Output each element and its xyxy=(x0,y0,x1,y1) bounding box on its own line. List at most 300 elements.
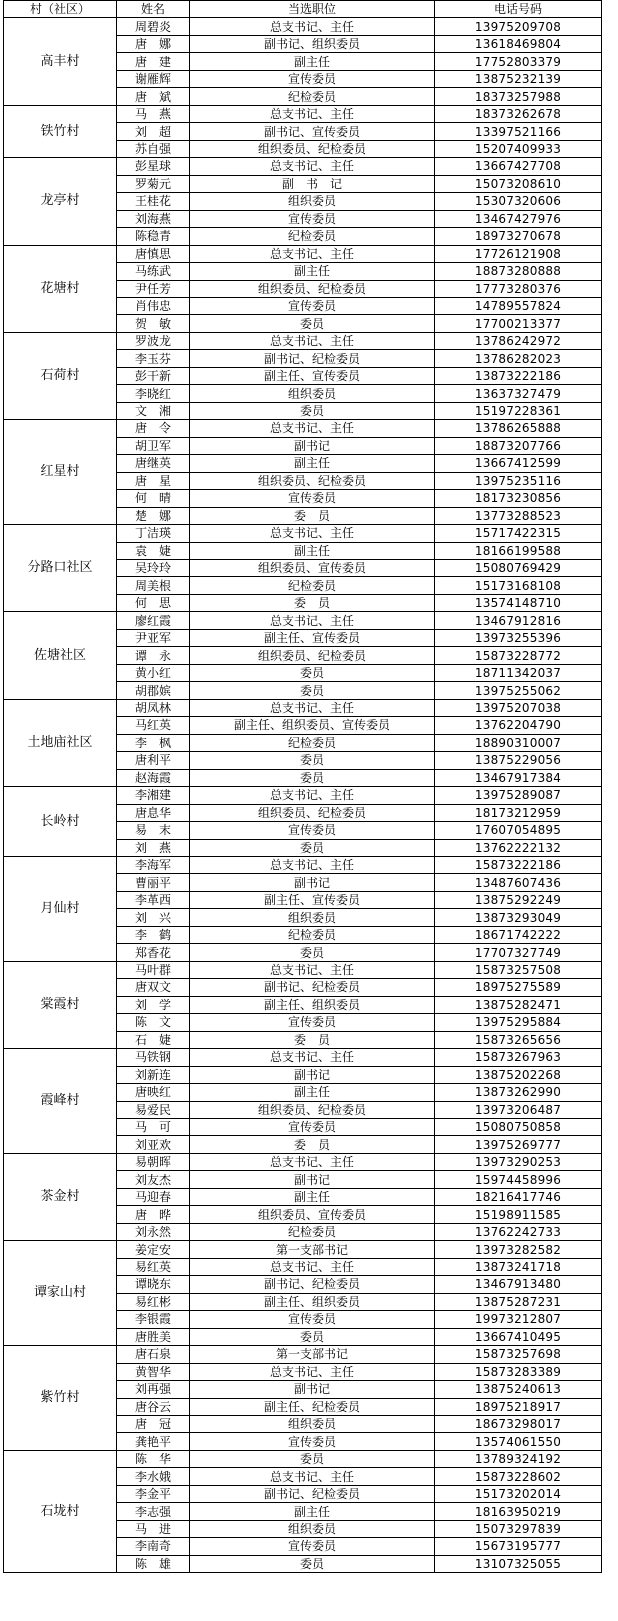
member-name-cell: 唐利平 xyxy=(117,752,190,769)
village-name-cell: 谭家山村 xyxy=(4,1241,117,1346)
member-position-cell: 委员 xyxy=(190,1328,435,1345)
member-position-cell: 总支书记、主任 xyxy=(190,1153,435,1170)
member-phone-cell: 13667410495 xyxy=(435,1328,602,1345)
village-name-cell: 分路口社区 xyxy=(4,525,117,612)
table-row xyxy=(4,856,602,873)
member-name-cell: 唐继英 xyxy=(117,455,190,472)
member-phone-cell: 17607054895 xyxy=(435,822,602,839)
member-phone-cell: 13762222132 xyxy=(435,839,602,856)
member-phone-cell: 14789557824 xyxy=(435,297,602,314)
member-position-cell: 副主任 xyxy=(190,1188,435,1205)
member-name-cell: 刘亚欢 xyxy=(117,1136,190,1153)
member-phone-cell: 13667427708 xyxy=(435,158,602,175)
village-name-cell: 石垅村 xyxy=(4,1450,117,1572)
member-phone-cell: 13667412599 xyxy=(435,455,602,472)
member-position-cell: 副书记 xyxy=(190,1381,435,1398)
member-position-cell: 组织委员、纪检委员 xyxy=(190,1101,435,1118)
member-phone-cell: 15073208610 xyxy=(435,175,602,192)
member-name-cell: 谭晓东 xyxy=(117,1276,190,1293)
member-name-cell: 唐 晔 xyxy=(117,1206,190,1223)
village-name-cell: 茶金村 xyxy=(4,1153,117,1240)
table-row xyxy=(4,105,602,122)
member-phone-cell: 13618469804 xyxy=(435,35,602,52)
member-position-cell: 副书记 xyxy=(190,1171,435,1188)
member-phone-cell: 18711342037 xyxy=(435,664,602,681)
member-phone-cell: 15873228602 xyxy=(435,1468,602,1485)
member-phone-cell: 13975235116 xyxy=(435,472,602,489)
member-phone-cell: 18873207766 xyxy=(435,437,602,454)
member-name-cell: 唐 娜 xyxy=(117,35,190,52)
member-phone-cell: 13973255396 xyxy=(435,629,602,646)
member-position-cell: 副主任、宣传委员 xyxy=(190,367,435,384)
member-name-cell: 王桂花 xyxy=(117,193,190,210)
header-position: 当选职位 xyxy=(190,1,435,18)
member-name-cell: 丁洁瑛 xyxy=(117,525,190,542)
member-name-cell: 楚 娜 xyxy=(117,507,190,524)
member-position-cell: 宣传委员 xyxy=(190,822,435,839)
member-position-cell: 组织委员、纪检委员 xyxy=(190,804,435,821)
member-name-cell: 李 鹤 xyxy=(117,926,190,943)
member-position-cell: 委 员 xyxy=(190,1031,435,1048)
member-position-cell: 委员 xyxy=(190,682,435,699)
member-position-cell: 委 员 xyxy=(190,1136,435,1153)
village-name-cell: 棠霞村 xyxy=(4,961,117,1048)
member-position-cell: 副主任 xyxy=(190,53,435,70)
member-name-cell: 谢雁辉 xyxy=(117,70,190,87)
member-position-cell: 组织委员、宣传委员 xyxy=(190,560,435,577)
member-name-cell: 石 婕 xyxy=(117,1031,190,1048)
village-name-cell: 红星村 xyxy=(4,420,117,525)
member-phone-cell: 17707327749 xyxy=(435,944,602,961)
member-name-cell: 刘再强 xyxy=(117,1381,190,1398)
member-position-cell: 委 员 xyxy=(190,594,435,611)
member-phone-cell: 13786282023 xyxy=(435,350,602,367)
member-name-cell: 马 燕 xyxy=(117,105,190,122)
member-position-cell: 总支书记、主任 xyxy=(190,699,435,716)
member-name-cell: 马 进 xyxy=(117,1520,190,1537)
member-name-cell: 唐 冠 xyxy=(117,1415,190,1432)
header-village: 村（社区） xyxy=(4,1,117,18)
member-name-cell: 易 末 xyxy=(117,822,190,839)
member-position-cell: 委员 xyxy=(190,315,435,332)
member-name-cell: 唐 星 xyxy=(117,472,190,489)
member-phone-cell: 15080769429 xyxy=(435,560,602,577)
member-name-cell: 刘 超 xyxy=(117,123,190,140)
table-row xyxy=(4,612,602,629)
member-phone-cell: 13789324192 xyxy=(435,1450,602,1467)
member-phone-cell: 15974458996 xyxy=(435,1171,602,1188)
member-position-cell: 总支书记、主任 xyxy=(190,1363,435,1380)
member-phone-cell: 13467913480 xyxy=(435,1276,602,1293)
member-name-cell: 李晓红 xyxy=(117,385,190,402)
member-position-cell: 宣传委员 xyxy=(190,210,435,227)
village-committee-table xyxy=(3,0,602,1573)
member-phone-cell: 13875287231 xyxy=(435,1293,602,1310)
table-row xyxy=(4,1450,602,1467)
member-phone-cell: 18373262678 xyxy=(435,105,602,122)
header-row xyxy=(4,1,602,18)
member-phone-cell: 13574148710 xyxy=(435,594,602,611)
member-position-cell: 纪检委员 xyxy=(190,88,435,105)
member-position-cell: 总支书记、主任 xyxy=(190,856,435,873)
member-position-cell: 委员 xyxy=(190,752,435,769)
member-position-cell: 总支书记、主任 xyxy=(190,525,435,542)
member-position-cell: 副 书 记 xyxy=(190,175,435,192)
member-name-cell: 马练武 xyxy=(117,263,190,280)
member-position-cell: 副主任、组织委员、宣传委员 xyxy=(190,717,435,734)
member-phone-cell: 13975295884 xyxy=(435,1014,602,1031)
member-name-cell: 李南奇 xyxy=(117,1538,190,1555)
member-phone-cell: 15873257698 xyxy=(435,1346,602,1363)
member-name-cell: 曹丽平 xyxy=(117,874,190,891)
member-name-cell: 彭星球 xyxy=(117,158,190,175)
member-phone-cell: 17700213377 xyxy=(435,315,602,332)
member-position-cell: 纪检委员 xyxy=(190,1223,435,1240)
member-phone-cell: 13975289087 xyxy=(435,787,602,804)
member-position-cell: 副主任、纪检委员 xyxy=(190,1398,435,1415)
member-name-cell: 李湘建 xyxy=(117,787,190,804)
member-phone-cell: 13975209708 xyxy=(435,18,602,35)
member-phone-cell: 19973212807 xyxy=(435,1311,602,1328)
member-position-cell: 第一支部书记 xyxy=(190,1346,435,1363)
member-phone-cell: 13875232139 xyxy=(435,70,602,87)
member-position-cell: 纪检委员 xyxy=(190,577,435,594)
member-position-cell: 总支书记、主任 xyxy=(190,332,435,349)
member-phone-cell: 18166199588 xyxy=(435,542,602,559)
member-name-cell: 唐谷云 xyxy=(117,1398,190,1415)
member-name-cell: 李海军 xyxy=(117,856,190,873)
member-name-cell: 吴玲玲 xyxy=(117,560,190,577)
member-position-cell: 宣传委员 xyxy=(190,1433,435,1450)
member-position-cell: 副书记、宣传委员 xyxy=(190,123,435,140)
member-name-cell: 刘友杰 xyxy=(117,1171,190,1188)
member-name-cell: 刘新连 xyxy=(117,1066,190,1083)
member-position-cell: 组织委员、宣传委员 xyxy=(190,1206,435,1223)
member-name-cell: 马叶群 xyxy=(117,961,190,978)
member-phone-cell: 18373257988 xyxy=(435,88,602,105)
village-name-cell: 花塘村 xyxy=(4,245,117,332)
member-phone-cell: 17773280376 xyxy=(435,280,602,297)
member-phone-cell: 17752803379 xyxy=(435,53,602,70)
member-phone-cell: 13873262990 xyxy=(435,1084,602,1101)
member-phone-cell: 13875240613 xyxy=(435,1381,602,1398)
member-phone-cell: 18671742222 xyxy=(435,926,602,943)
member-name-cell: 李玉芬 xyxy=(117,350,190,367)
member-name-cell: 刘 学 xyxy=(117,996,190,1013)
member-name-cell: 彭干新 xyxy=(117,367,190,384)
member-phone-cell: 13107325055 xyxy=(435,1555,602,1572)
member-phone-cell: 13875202268 xyxy=(435,1066,602,1083)
member-name-cell: 李 枫 xyxy=(117,734,190,751)
member-name-cell: 陈 文 xyxy=(117,1014,190,1031)
member-phone-cell: 13773288523 xyxy=(435,507,602,524)
member-phone-cell: 15873283389 xyxy=(435,1363,602,1380)
member-phone-cell: 15173168108 xyxy=(435,577,602,594)
member-name-cell: 黄小红 xyxy=(117,664,190,681)
member-position-cell: 组织委员 xyxy=(190,1520,435,1537)
member-position-cell: 组织委员、纪检委员 xyxy=(190,140,435,157)
member-position-cell: 总支书记、主任 xyxy=(190,1258,435,1275)
member-position-cell: 组织委员 xyxy=(190,385,435,402)
member-phone-cell: 15673195777 xyxy=(435,1538,602,1555)
member-name-cell: 李金平 xyxy=(117,1485,190,1502)
member-position-cell: 组织委员 xyxy=(190,193,435,210)
table-body xyxy=(4,18,602,1573)
member-phone-cell: 15173202014 xyxy=(435,1485,602,1502)
member-position-cell: 委员 xyxy=(190,1555,435,1572)
member-position-cell: 组织委员 xyxy=(190,1415,435,1432)
member-position-cell: 总支书记、主任 xyxy=(190,158,435,175)
member-name-cell: 刘 燕 xyxy=(117,839,190,856)
member-phone-cell: 15717422315 xyxy=(435,525,602,542)
member-position-cell: 总支书记、主任 xyxy=(190,612,435,629)
member-position-cell: 副书记、纪检委员 xyxy=(190,979,435,996)
member-name-cell: 马 可 xyxy=(117,1119,190,1136)
member-phone-cell: 15198911585 xyxy=(435,1206,602,1223)
member-name-cell: 唐映红 xyxy=(117,1084,190,1101)
table-row xyxy=(4,525,602,542)
member-position-cell: 副主任 xyxy=(190,455,435,472)
member-position-cell: 副书记、纪检委员 xyxy=(190,350,435,367)
member-name-cell: 胡郡嫔 xyxy=(117,682,190,699)
member-name-cell: 唐息华 xyxy=(117,804,190,821)
member-phone-cell: 13975269777 xyxy=(435,1136,602,1153)
member-phone-cell: 13875292249 xyxy=(435,891,602,908)
table-row xyxy=(4,1346,602,1363)
member-phone-cell: 13467912816 xyxy=(435,612,602,629)
member-name-cell: 陈稳青 xyxy=(117,228,190,245)
table-row xyxy=(4,158,602,175)
member-name-cell: 易红英 xyxy=(117,1258,190,1275)
member-phone-cell: 13487607436 xyxy=(435,874,602,891)
member-name-cell: 李革西 xyxy=(117,891,190,908)
member-name-cell: 罗波龙 xyxy=(117,332,190,349)
member-name-cell: 陈 华 xyxy=(117,1450,190,1467)
member-position-cell: 纪检委员 xyxy=(190,228,435,245)
member-phone-cell: 18975218917 xyxy=(435,1398,602,1415)
member-phone-cell: 15073297839 xyxy=(435,1520,602,1537)
member-phone-cell: 18216417746 xyxy=(435,1188,602,1205)
member-phone-cell: 18890310007 xyxy=(435,734,602,751)
member-name-cell: 唐 斌 xyxy=(117,88,190,105)
member-name-cell: 唐慎思 xyxy=(117,245,190,262)
table-row xyxy=(4,18,602,35)
member-position-cell: 组织委员、纪检委员 xyxy=(190,280,435,297)
member-phone-cell: 15873267963 xyxy=(435,1049,602,1066)
village-name-cell: 石荷村 xyxy=(4,332,117,419)
member-position-cell: 委 员 xyxy=(190,507,435,524)
member-position-cell: 纪检委员 xyxy=(190,734,435,751)
table-row xyxy=(4,1241,602,1258)
member-name-cell: 姜定安 xyxy=(117,1241,190,1258)
member-position-cell: 委员 xyxy=(190,839,435,856)
member-position-cell: 总支书记、主任 xyxy=(190,420,435,437)
member-position-cell: 委员 xyxy=(190,402,435,419)
member-position-cell: 组织委员、纪检委员 xyxy=(190,647,435,664)
member-position-cell: 纪检委员 xyxy=(190,926,435,943)
member-phone-cell: 18975275589 xyxy=(435,979,602,996)
member-phone-cell: 15873265656 xyxy=(435,1031,602,1048)
member-name-cell: 胡卫军 xyxy=(117,437,190,454)
table-row xyxy=(4,699,602,716)
member-name-cell: 唐 令 xyxy=(117,420,190,437)
member-name-cell: 文 湘 xyxy=(117,402,190,419)
member-position-cell: 副主任、组织委员 xyxy=(190,1293,435,1310)
member-position-cell: 副主任、宣传委员 xyxy=(190,891,435,908)
member-phone-cell: 15873228772 xyxy=(435,647,602,664)
member-name-cell: 唐石泉 xyxy=(117,1346,190,1363)
member-position-cell: 宣传委员 xyxy=(190,1014,435,1031)
member-name-cell: 谭 永 xyxy=(117,647,190,664)
member-phone-cell: 18973270678 xyxy=(435,228,602,245)
member-phone-cell: 15307320606 xyxy=(435,193,602,210)
member-position-cell: 总支书记、主任 xyxy=(190,18,435,35)
member-name-cell: 李水娥 xyxy=(117,1468,190,1485)
member-position-cell: 副主任 xyxy=(190,263,435,280)
member-phone-cell: 13873241718 xyxy=(435,1258,602,1275)
member-phone-cell: 13786242972 xyxy=(435,332,602,349)
member-phone-cell: 13786265888 xyxy=(435,420,602,437)
header-name: 姓名 xyxy=(117,1,190,18)
member-phone-cell: 13574061550 xyxy=(435,1433,602,1450)
table-row xyxy=(4,961,602,978)
member-phone-cell: 15873257508 xyxy=(435,961,602,978)
member-name-cell: 龚艳平 xyxy=(117,1433,190,1450)
village-name-cell: 长岭村 xyxy=(4,787,117,857)
member-position-cell: 副书记、纪检委员 xyxy=(190,1276,435,1293)
member-position-cell: 委员 xyxy=(190,944,435,961)
member-name-cell: 何 晴 xyxy=(117,490,190,507)
member-phone-cell: 13975207038 xyxy=(435,699,602,716)
member-name-cell: 尹亚军 xyxy=(117,629,190,646)
member-position-cell: 总支书记、主任 xyxy=(190,245,435,262)
member-name-cell: 赵海霞 xyxy=(117,769,190,786)
member-name-cell: 何 思 xyxy=(117,594,190,611)
member-phone-cell: 15197228361 xyxy=(435,402,602,419)
member-position-cell: 副书记 xyxy=(190,437,435,454)
member-name-cell: 胡凤林 xyxy=(117,699,190,716)
member-position-cell: 总支书记、主任 xyxy=(190,105,435,122)
member-position-cell: 宣传委员 xyxy=(190,1538,435,1555)
village-name-cell: 佐塘社区 xyxy=(4,612,117,699)
member-position-cell: 组织委员 xyxy=(190,909,435,926)
table-row xyxy=(4,1153,602,1170)
member-phone-cell: 15207409933 xyxy=(435,140,602,157)
member-phone-cell: 13397521166 xyxy=(435,123,602,140)
member-phone-cell: 15080750858 xyxy=(435,1119,602,1136)
member-name-cell: 易爱民 xyxy=(117,1101,190,1118)
member-phone-cell: 13467427976 xyxy=(435,210,602,227)
member-position-cell: 总支书记、主任 xyxy=(190,1468,435,1485)
member-phone-cell: 13762204790 xyxy=(435,717,602,734)
member-phone-cell: 18173212959 xyxy=(435,804,602,821)
member-position-cell: 组织委员、纪检委员 xyxy=(190,472,435,489)
member-phone-cell: 18163950219 xyxy=(435,1503,602,1520)
member-position-cell: 副主任、组织委员 xyxy=(190,996,435,1013)
member-name-cell: 陈 雄 xyxy=(117,1555,190,1572)
member-name-cell: 易红彬 xyxy=(117,1293,190,1310)
member-position-cell: 副书记、纪检委员 xyxy=(190,1485,435,1502)
member-position-cell: 第一支部书记 xyxy=(190,1241,435,1258)
table-row xyxy=(4,332,602,349)
member-phone-cell: 13873293049 xyxy=(435,909,602,926)
member-phone-cell: 13875229056 xyxy=(435,752,602,769)
member-name-cell: 贺 敏 xyxy=(117,315,190,332)
member-name-cell: 唐双文 xyxy=(117,979,190,996)
member-position-cell: 宣传委员 xyxy=(190,70,435,87)
member-position-cell: 副书记、组织委员 xyxy=(190,35,435,52)
member-name-cell: 唐 建 xyxy=(117,53,190,70)
member-name-cell: 刘海燕 xyxy=(117,210,190,227)
member-name-cell: 马红英 xyxy=(117,717,190,734)
member-position-cell: 委员 xyxy=(190,664,435,681)
village-name-cell: 高丰村 xyxy=(4,18,117,105)
member-position-cell: 委员 xyxy=(190,769,435,786)
member-position-cell: 总支书记、主任 xyxy=(190,961,435,978)
member-position-cell: 宣传委员 xyxy=(190,1311,435,1328)
member-phone-cell: 13637327479 xyxy=(435,385,602,402)
member-phone-cell: 13467917384 xyxy=(435,769,602,786)
member-phone-cell: 13975255062 xyxy=(435,682,602,699)
table-row xyxy=(4,1049,602,1066)
member-position-cell: 总支书记、主任 xyxy=(190,787,435,804)
member-phone-cell: 18173230856 xyxy=(435,490,602,507)
member-name-cell: 易朝晖 xyxy=(117,1153,190,1170)
member-position-cell: 委员 xyxy=(190,1450,435,1467)
member-position-cell: 副书记 xyxy=(190,1066,435,1083)
member-phone-cell: 13875282471 xyxy=(435,996,602,1013)
member-phone-cell: 13873222186 xyxy=(435,367,602,384)
member-name-cell: 黄智华 xyxy=(117,1363,190,1380)
member-position-cell: 宣传委员 xyxy=(190,297,435,314)
member-position-cell: 宣传委员 xyxy=(190,1119,435,1136)
member-name-cell: 廖红霞 xyxy=(117,612,190,629)
table-row xyxy=(4,787,602,804)
member-phone-cell: 13973206487 xyxy=(435,1101,602,1118)
member-name-cell: 罗菊元 xyxy=(117,175,190,192)
member-phone-cell: 13973290253 xyxy=(435,1153,602,1170)
member-name-cell: 李志强 xyxy=(117,1503,190,1520)
member-name-cell: 刘 兴 xyxy=(117,909,190,926)
member-position-cell: 宣传委员 xyxy=(190,490,435,507)
member-name-cell: 肖伟忠 xyxy=(117,297,190,314)
member-name-cell: 袁 婕 xyxy=(117,542,190,559)
member-name-cell: 马迎春 xyxy=(117,1188,190,1205)
member-name-cell: 李银霞 xyxy=(117,1311,190,1328)
header-phone: 电话号码 xyxy=(435,1,602,18)
member-position-cell: 副主任 xyxy=(190,1084,435,1101)
village-name-cell: 霞峰村 xyxy=(4,1049,117,1154)
member-name-cell: 苏自强 xyxy=(117,140,190,157)
member-position-cell: 副主任 xyxy=(190,542,435,559)
village-name-cell: 月仙村 xyxy=(4,856,117,961)
member-name-cell: 尹任芳 xyxy=(117,280,190,297)
member-name-cell: 唐胜美 xyxy=(117,1328,190,1345)
table-row xyxy=(4,245,602,262)
village-name-cell: 铁竹村 xyxy=(4,105,117,157)
village-name-cell: 土地庙社区 xyxy=(4,699,117,786)
member-position-cell: 总支书记、主任 xyxy=(190,1049,435,1066)
member-name-cell: 周美根 xyxy=(117,577,190,594)
member-phone-cell: 18673298017 xyxy=(435,1415,602,1432)
member-position-cell: 副主任 xyxy=(190,1503,435,1520)
member-phone-cell: 18873280888 xyxy=(435,263,602,280)
village-name-cell: 紫竹村 xyxy=(4,1346,117,1451)
member-name-cell: 马铁钢 xyxy=(117,1049,190,1066)
member-phone-cell: 13973282582 xyxy=(435,1241,602,1258)
member-phone-cell: 17726121908 xyxy=(435,245,602,262)
member-phone-cell: 13762242733 xyxy=(435,1223,602,1240)
